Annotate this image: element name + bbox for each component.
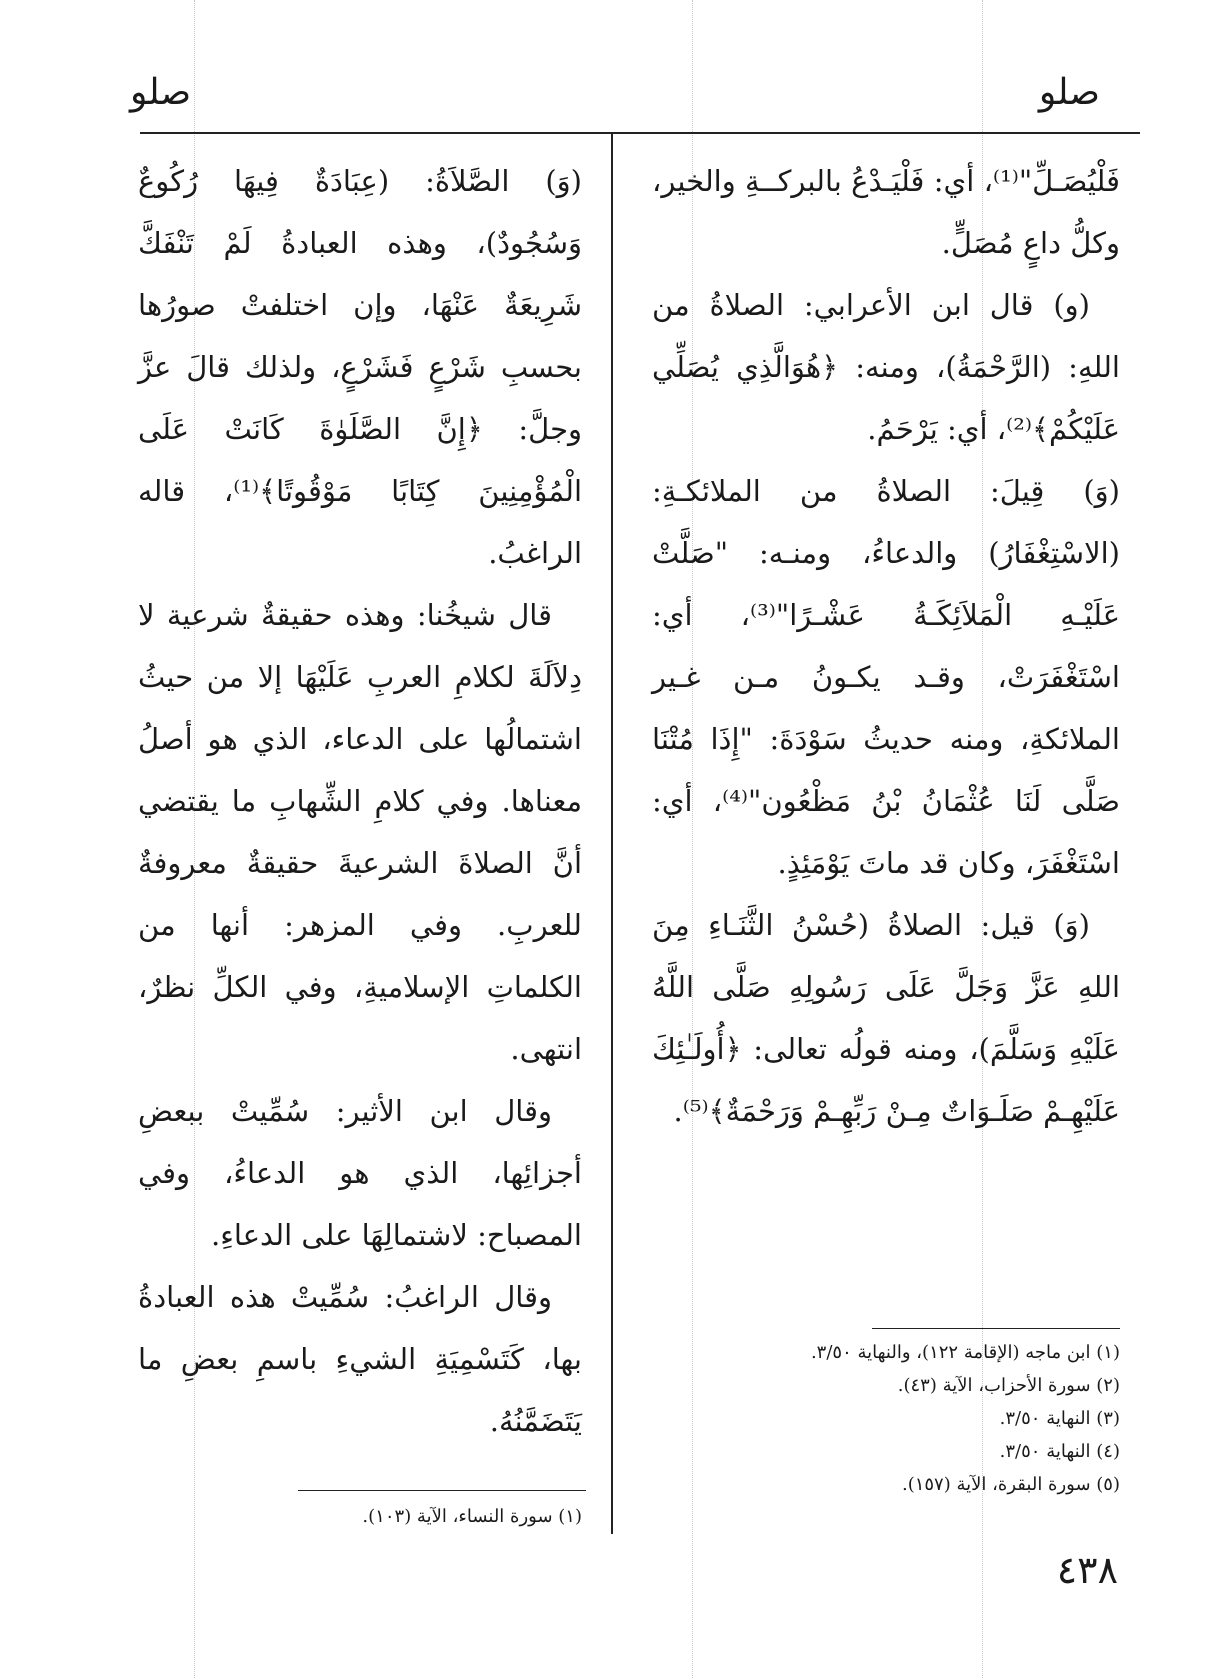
footnote: (٤) النهاية ٣/٥٠. [999,1441,1120,1462]
left-column-text [138,150,582,1452]
footnote: (٥) سورة البقرة، الآية (١٥٧). [901,1474,1120,1495]
right-footnotes [652,1336,1120,1501]
paragraph: (و) قال ابن الأعرابي: الصلاةُ من اللهِ: (الرَّحْمَةُ)، ومنه: ﴿هُوَالَّذِي يُصَلِّي عَلَيْكُمْ﴾⁽²⁾، أي: يَرْحَمُ. [652,288,1120,446]
column-divider [611,134,613,1534]
paragraph: فَلْيُصَـلِّ"⁽¹⁾، أي: فَلْيَـدْعُ بالبركــةِ والخير، وكلُّ داعٍ مُصَلٍّ. [652,164,1120,260]
footnote-rule [298,1490,586,1491]
paragraph: وقال الراغبُ: سُمِّيتْ هذه العبادةُ بها، كَتَسْمِيَةِ الشيءِ باسمِ بعضِ ما يَتَضَمَّنُهُ. [138,1280,582,1438]
footnote: (١) سورة النساء، الآية (١٠٣). [362,1506,582,1527]
left-footnotes [138,1500,582,1533]
paragraph: قال شيخُنا: وهذه حقيقةٌ شرعية لا دِلاَلَةَ لكلامِ العربِ عَلَيْهَا إلا من حيثُ اشتمالُها على الدعاء، الذي هو أصلُ معناها. وفي كلامِ الشِّهابِ ما يقتضي أنَّ الصلاةَ الشرعيةَ حقيقةٌ معروفةٌ للعربِ. وفي المزهر: أنها من الكلماتِ الإسلاميةِ، وفي الكلِّ نظرٌ، انتهى. [138,598,582,1066]
header-left-word: صلو [130,72,192,113]
footnote: (٣) النهاية ٣/٥٠. [999,1408,1120,1429]
paragraph: (وَ) قِيلَ: الصلاةُ من الملائكـةِ: (الاسْتِغْفَارُ) والدعاءُ، ومنـه: "صَلَّتْ عَلَيْـهِ الْمَلاَئِكَـةُ عَشْـرًا"⁽³⁾، أي: اسْتَغْفَرَتْ، وقـد يكـونُ مـن غـير الملائكةِ، ومنه حديثُ سَوْدَةَ: "إِذَا مُتْنَا صَلَّى لَنَا عُثْمَانُ بْنُ مَظْعُون"⁽⁴⁾، أي: اسْتَغْفَرَ، وكان قد ماتَ يَوْمَئِذٍ. [652,474,1121,880]
paragraph: وقال ابن الأثير: سُمِّيتْ ببعضِ أجزائِها، الذي هو الدعاءُ، وفي المصباح: لاشتمالِهَا على الدعاءِ. [138,1094,582,1252]
paragraph: (وَ) قيل: الصلاةُ (حُسْنُ الثَّنَـاءِ مِنَ اللهِ عَزَّ وَجَلَّ عَلَى رَسُولِهِ صَلَّى اللَّهُ عَلَيْهِ وَسَلَّمَ)، ومنه قولُه تعالى: ﴿أُولَـٰئِكَ عَلَيْهِـمْ صَلَـوَاتٌ مِـنْ رَبِّهِـمْ وَرَحْمَةٌ﴾⁽⁵⁾. [652,908,1120,1128]
paragraph: (وَ) الصَّلاَةُ: (عِبَادَةٌ فِيهَا رُكُوعٌ وَسُجُودٌ)، وهذه العبادةُ لَمْ تَنْفَكَّ شَرِيعَةٌ عَنْهَا، وإن اختلفتْ صورُها بحسبِ شَرْعٍ فَشَرْعٍ، ولذلك قالَ عزَّ وجلَّ: ﴿إِنَّ الصَّلَوٰةَ كَانَتْ عَلَى الْمُؤْمِنِينَ كِتَابًا مَوْقُوتًا﴾⁽¹⁾، قاله الراغبُ. [138,164,582,570]
header-right-word: صلو [1038,72,1100,113]
page-number: ٤٣٨ [1056,1548,1118,1592]
footnote: (١) ابن ماجه (الإقامة ١٢٢)، والنهاية ٣/٥٠. [810,1342,1120,1363]
footnote-rule [872,1328,1120,1329]
header-rule [140,132,1140,134]
footnote: (٢) سورة الأحزاب، الآية (٤٣). [897,1375,1120,1396]
right-column-text [652,150,1120,1142]
